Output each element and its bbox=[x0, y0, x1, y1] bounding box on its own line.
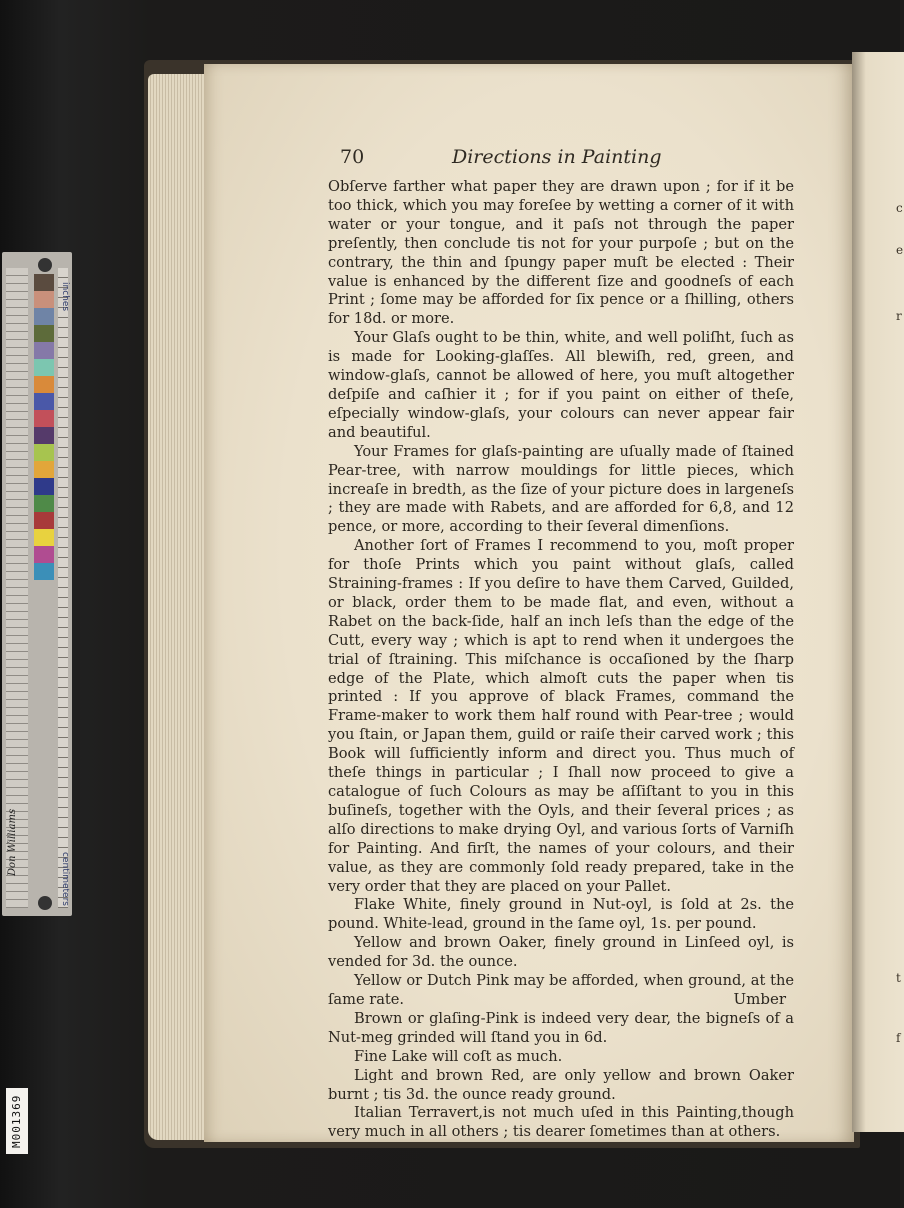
page-edges bbox=[148, 74, 210, 1140]
color-patch bbox=[34, 427, 54, 444]
paragraph: Flake White, finely ground in Nut-oyl, is ſold at 2s. the pound. White-lead, ground in the ſame oyl, 1s. per pound. bbox=[328, 896, 794, 933]
paragraph: Your Frames for glaſs-painting are uſually made of ſtained Pear-tree, with narrow mouldings for little pieces, which increaſe in bredth, as the ſize of your picture does in largeneſs ; they are made with Rabets, and are afforded for 6,8, and 12 pence, or more, according to their ſeveral dimenſions. bbox=[328, 442, 794, 536]
color-patch bbox=[34, 478, 54, 495]
color-patch bbox=[34, 461, 54, 478]
color-patch bbox=[34, 342, 54, 359]
target-logo: Don Williams bbox=[7, 808, 18, 876]
color-patch bbox=[34, 308, 54, 325]
facing-fragment: t bbox=[896, 971, 901, 985]
color-patch bbox=[34, 563, 54, 580]
paragraph: Obſerve farther what paper they are drawn upon ; for if it be too thick, which you may foreſee by wetting a corner of it with water or your tongue, and it paſs not through the paper preſently, then conclude tis not for your purpoſe ; but on the contrary, the thin and ſpungy paper muſt be elected : Their value is enhanced by the different ſize and goodneſs of each Print ; ſome may be afforded for ſix pence or a ſhilling, others for 18d. or more. bbox=[328, 178, 794, 328]
color-patch bbox=[34, 444, 54, 461]
color-patch bbox=[34, 359, 54, 376]
paragraph: Another ſort of Frames I recommend to you, moſt proper for thoſe Prints which you paint without glaſs, called Straining-frames : If you deſire to have them Carved, Guilded, or black, order them to be made flat, and even, without a Rabet on the back-ſide, half an inch leſs than the edge of the Cutt, every way ; which is apt to rend when it undergoes the trial of ſtraining. This miſchance is occaſioned by the ſharp edge of the Plate, which almoſt cuts the paper when tis printed : If you approve of black Frames, command the Frame-maker to work them half round with Pear-tree ; would you ſtain, or Japan them, guild or raiſe their carved work ; this Book will ſufficiently inform and direct you. Thus much of theſe things in particular ; I ſhall now proceed to give a catalogue of ſuch Colours as may be aſſiſtant to you in this buſineſs, together with the Oyls, and their ſeveral prices ; as alſo directions to make drying Oyl, and various ſorts of Varniſh for Painting. And firſt, the names of your colours, and their value, as they are commonly ſold ready prepared, take in the very order that they are placed on your Pallet. bbox=[328, 537, 794, 895]
paragraph: Light and brown Red, are only yellow and brown Oaker burnt ; tis 3d. the ounce ready ground. bbox=[328, 1066, 794, 1103]
color-patch bbox=[34, 274, 54, 291]
color-patch bbox=[34, 546, 54, 563]
unit-label-centimeters: centimeters bbox=[60, 852, 70, 906]
paragraph: Fine Lake will coſt as much. bbox=[354, 1047, 563, 1065]
color-patch bbox=[34, 529, 54, 546]
facing-page bbox=[852, 52, 904, 1132]
facing-fragment: c bbox=[896, 201, 903, 215]
facing-fragment: f bbox=[896, 1031, 901, 1045]
target-registration-dot-lower bbox=[38, 896, 52, 910]
item-id-label: M001369 bbox=[6, 1088, 28, 1154]
color-patch bbox=[34, 291, 54, 308]
page-number: 70 bbox=[340, 146, 365, 168]
page-header bbox=[340, 146, 800, 174]
facing-fragment: e bbox=[896, 243, 904, 257]
paragraph: Brown or glaſing-Pink is indeed very dear, the bigneſs of a Nut-meg grinded will ſtand you in 6d. bbox=[328, 1009, 794, 1046]
unit-label-inches: inches bbox=[60, 282, 70, 312]
target-registration-dot bbox=[38, 258, 52, 272]
color-patches bbox=[34, 274, 54, 580]
catchword: Umber bbox=[733, 990, 786, 1008]
paragraph: Yellow or Dutch Pink may be afforded, when ground, at the ſame rate. bbox=[328, 972, 794, 1008]
color-patch bbox=[34, 410, 54, 427]
color-patch bbox=[34, 512, 54, 529]
color-calibration-target bbox=[2, 252, 72, 1148]
color-patch bbox=[34, 393, 54, 410]
color-patch bbox=[34, 376, 54, 393]
color-patch bbox=[34, 325, 54, 342]
paragraph: Yellow and brown Oaker, finely ground in Linſeed oyl, is vended for 3d. the ounce. bbox=[328, 934, 794, 971]
paragraph: Your Glaſs ought to be thin, white, and well poliſht, ſuch as is made for Looking-glaſſes. All blewiſh, red, green, and window-glaſs, cannot be allowed of here, you muſt altogether deſpiſe and caſhier it ; for if you paint on either of theſe, eſpecially window-glaſs, your colours can never appear fair and beautiful. bbox=[328, 329, 794, 441]
color-patch bbox=[34, 495, 54, 512]
paragraph: Italian Terravert,is not much uſed in this Painting,though very much in all others ; tis dearer ſometimes than at others. bbox=[328, 1104, 794, 1141]
facing-fragment: r bbox=[896, 309, 902, 323]
cm-ruler bbox=[58, 268, 68, 908]
running-title: Directions in Painting bbox=[452, 146, 662, 168]
